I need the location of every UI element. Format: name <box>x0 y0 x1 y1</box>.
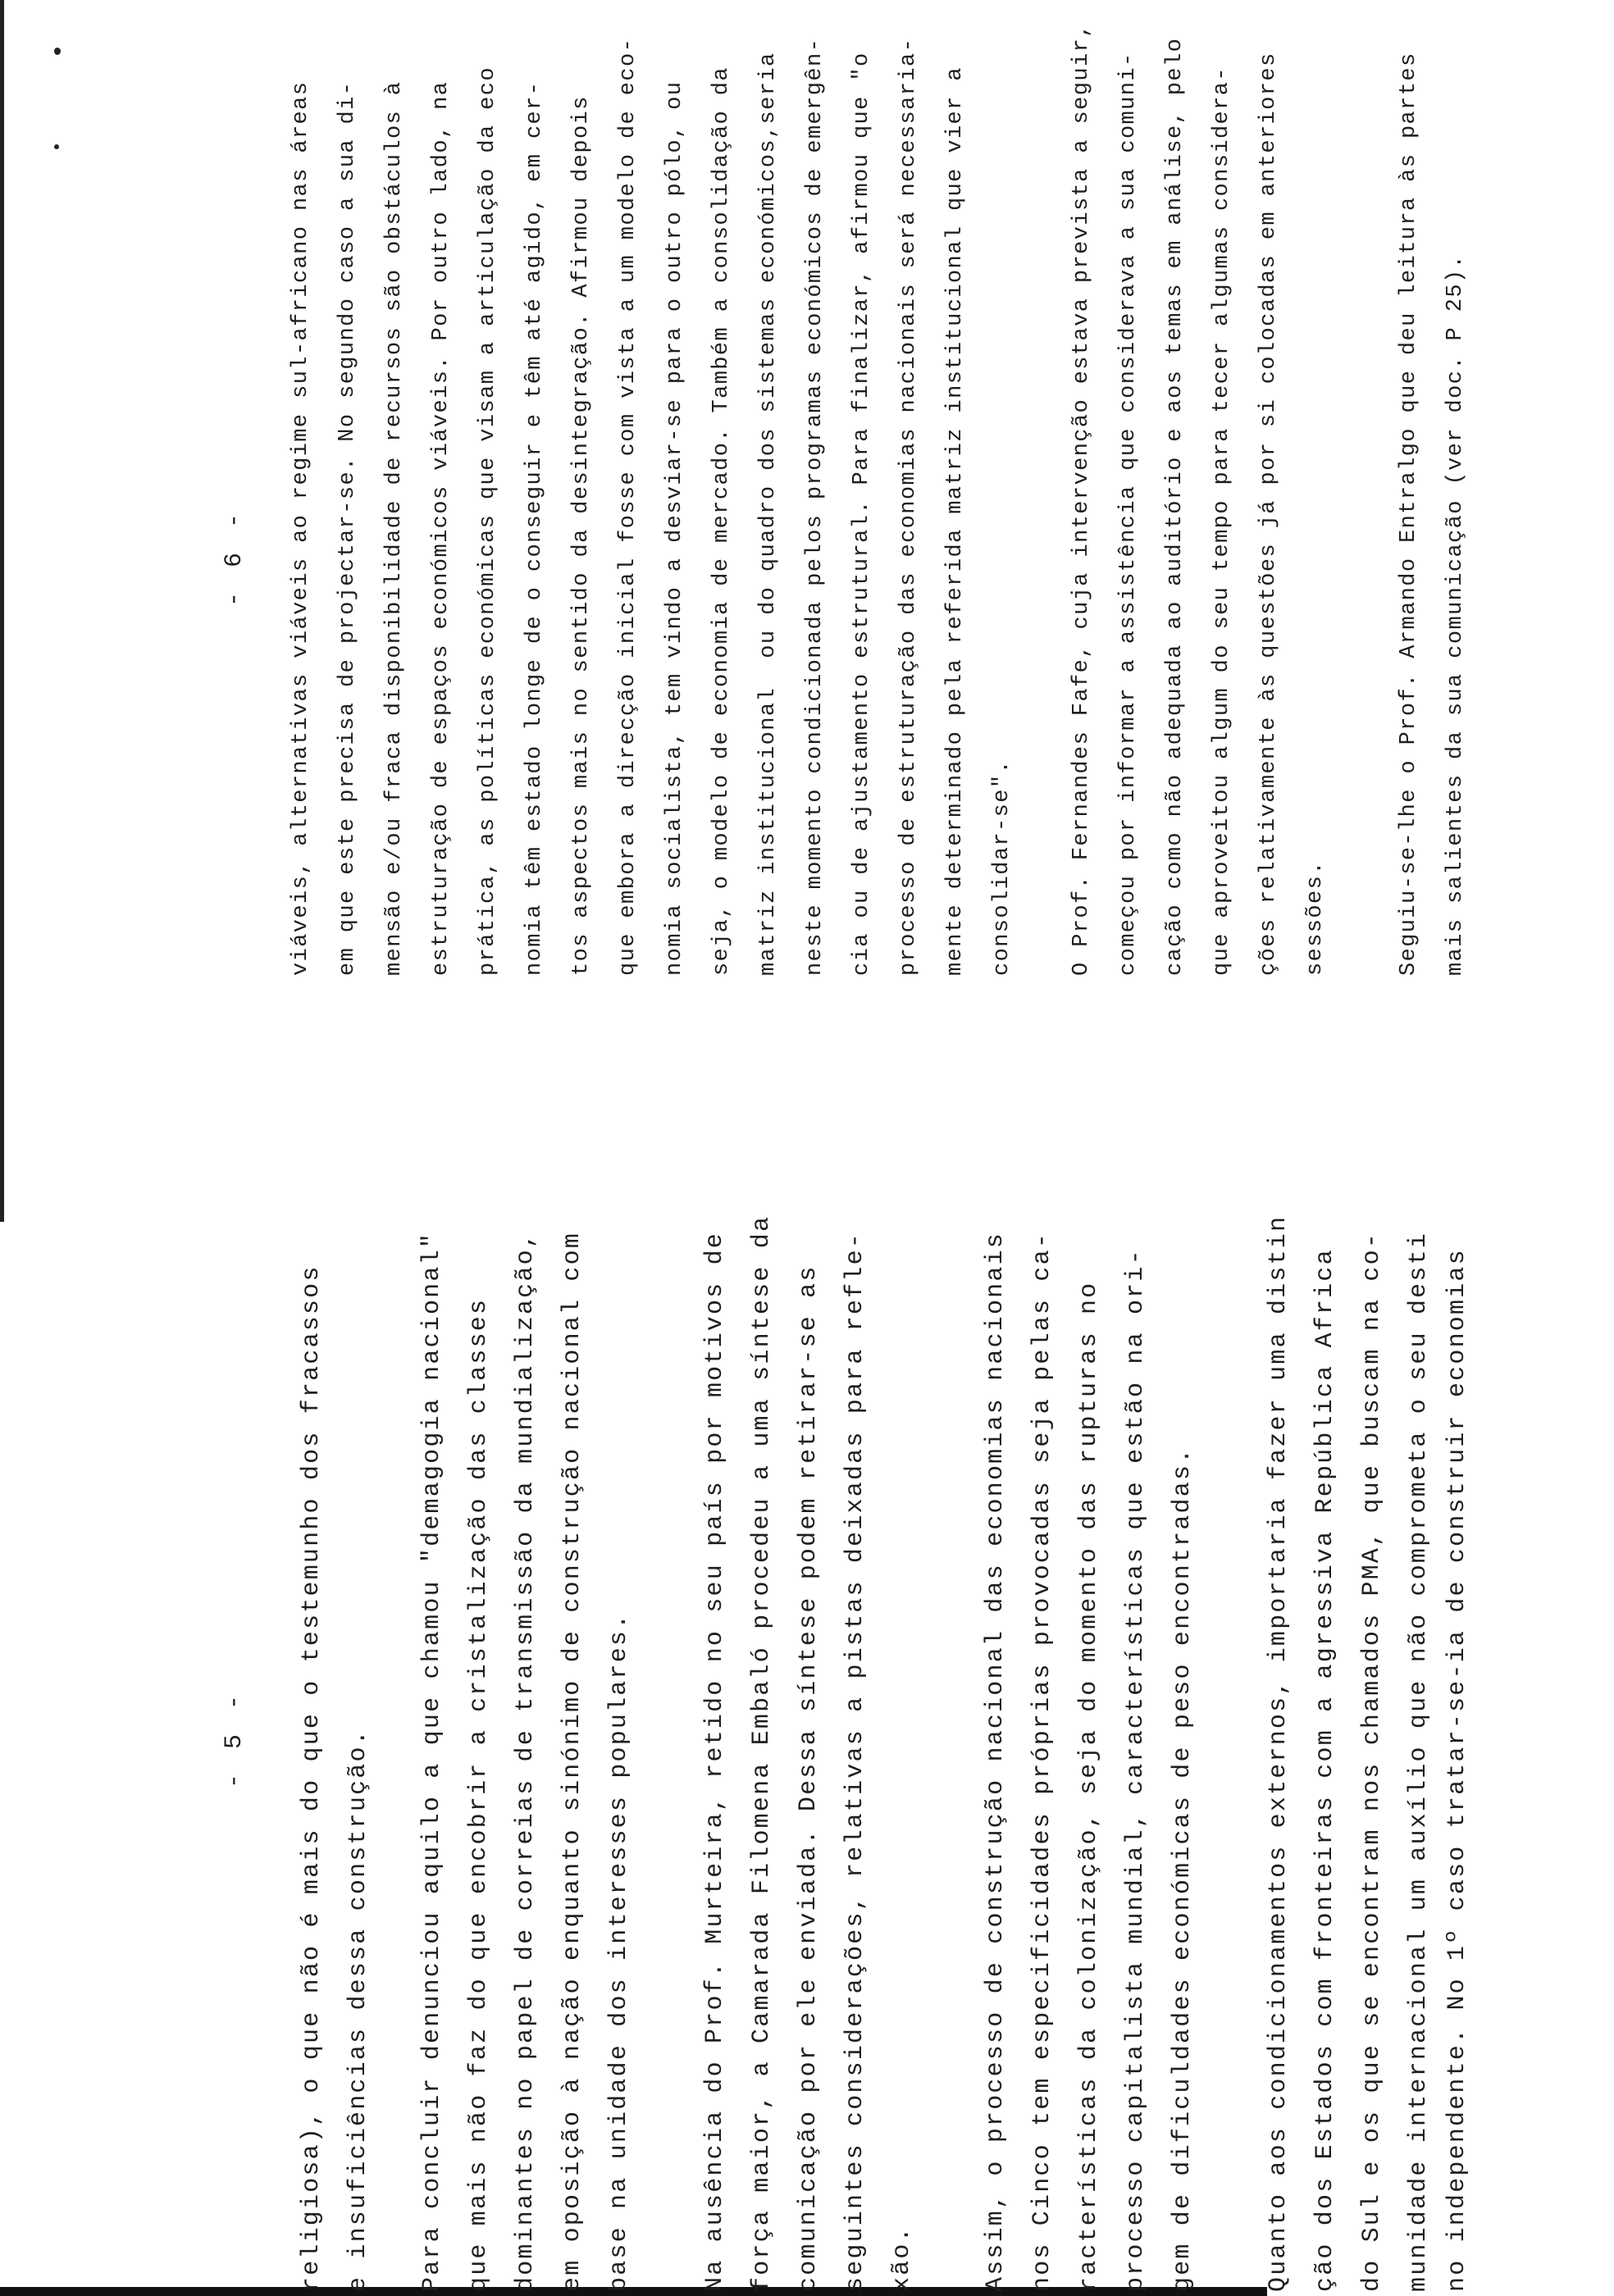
text-line: seja, o modelo de economia de mercado. Também a consolidação da <box>709 66 734 976</box>
text-line: nomia socialista, tem vindo a desviar-se para o outro pólo, ou <box>663 80 687 976</box>
text-line: cação como não adequada ao auditório e aos temas em análise, pelo <box>1163 37 1188 976</box>
text-line: mensão e/ou fraca disponibilidade de recursos são obstáculos à <box>382 80 407 976</box>
text-line: começou por informar a assistência que considerava a sua comuni- <box>1116 52 1141 976</box>
text-line: sessões. <box>1303 860 1328 976</box>
text-line: munidade internacional um auxílio que não comprometa o seu desti <box>1405 1232 1433 2292</box>
text-line: em que este precisa de projectar-se. No segundo caso a sua di- <box>335 80 360 976</box>
text-line: viáveis, alternativas viáveis ao regime sul-africano nas áreas <box>289 80 313 976</box>
text-line: religiosa), o que não é mais do que o testemunho dos fracassos <box>298 1264 326 2292</box>
text-line: Seguiu-se-lhe o Prof. Armando Entralgo que deu leitura às partes <box>1397 52 1421 976</box>
text-line: mente determinado pela referida matriz institucional que vier a <box>943 66 968 976</box>
text-line: mais salientes da sua comunicação (ver doc. P 25). <box>1443 253 1468 976</box>
text-line: força maior, a Camarada Filomena Embaló procedeu a uma síntese da <box>748 1214 776 2292</box>
text-line: ções relativamente às questões já por si colocadas em anteriores <box>1256 52 1281 976</box>
text-line: nos Cinco tem especificidades próprias provocadas seja pelas ca- <box>1028 1232 1056 2292</box>
text-line: que embora a direcção inicial fosse com vista a um modelo de eco- <box>616 37 641 976</box>
text-line: gem de dificuldades económicas de peso encontradas. <box>1169 1446 1197 2292</box>
text-line: do Sul e os que se encontram nos chamados PMA, que buscam na co- <box>1358 1232 1386 2292</box>
text-line: estruturação de espaços económicos viáveis. Por outro lado, na <box>429 80 454 976</box>
text-line: cia ou de ajustamento estrutural. Para finalizar, afirmou que "o <box>850 52 874 976</box>
text-line: que mais não faz do que encobrir a cristalização das classes <box>465 1297 493 2292</box>
text-line: base na unidade dos interesses populares. <box>605 1612 633 2292</box>
page-number-5: - 5 - <box>221 1690 248 1789</box>
text-line: no independente. No 1º caso tratar-se-ia de construir economias <box>1443 1248 1471 2292</box>
text-line: Assim, o processo de construção nacional das economias nacionais <box>982 1232 1010 2292</box>
text-line: Quanto aos condicionamentos externos, importaria fazer uma distin <box>1265 1214 1293 2292</box>
text-line: que aproveitou algum do seu tempo para tecer algumas considera- <box>1210 66 1234 976</box>
text-line: neste momento condicionada pelos programas económicos de emergên- <box>803 37 828 976</box>
scan-edge-left <box>0 0 4 1222</box>
text-line: nomia têm estado longe de o conseguir e têm até agido, em cer- <box>522 80 547 976</box>
text-line: Na ausência do Prof. Murteira, retido no seu país por motivos de <box>701 1232 729 2292</box>
scan-speck <box>54 48 61 55</box>
text-line: dominantes no papel de correias de transmissão da mundialização, <box>512 1232 540 2292</box>
text-line: consolidar-se". <box>990 758 1014 976</box>
page-number-6: - 6 - <box>221 508 248 608</box>
text-line: xão. <box>888 2225 916 2292</box>
text-line: O Prof. Fernandes Fafe, cuja intervenção estava prevista a seguir, <box>1069 23 1094 976</box>
text-line: prática, as políticas económicas que visam a articulação da eco <box>476 66 500 976</box>
text-line: comunicação por ele enviada. Dessa síntese podem retirar-se as <box>795 1264 823 2292</box>
text-line: ção dos Estados com fronteiras com a agressiva República Africa <box>1311 1248 1339 2292</box>
text-line: Para concluir denunciou aquilo a que chamou "demagogia nacional" <box>418 1232 446 2292</box>
text-line: processo de estruturação das economias nacionais será necessaria- <box>896 37 921 976</box>
text-line: matriz institucional ou do quadro dos sistemas económicos,seria <box>756 52 781 976</box>
text-line: tos aspectos mais no sentido da desintegração. Afirmou depois <box>569 95 594 976</box>
text-line: racterísticas da colonização, seja do momento das rupturas no <box>1075 1281 1103 2292</box>
text-line: e insuficiências dessa construção. <box>344 1729 372 2292</box>
scan-speck <box>54 144 59 149</box>
text-line: em oposição à nação enquanto sinónimo de construção nacional com <box>559 1232 586 2292</box>
text-line: seguintes considerações, relativas a pistas deixadas para refle- <box>841 1232 869 2292</box>
text-line: processo capitalista mundial, características que estão na ori- <box>1122 1248 1150 2292</box>
